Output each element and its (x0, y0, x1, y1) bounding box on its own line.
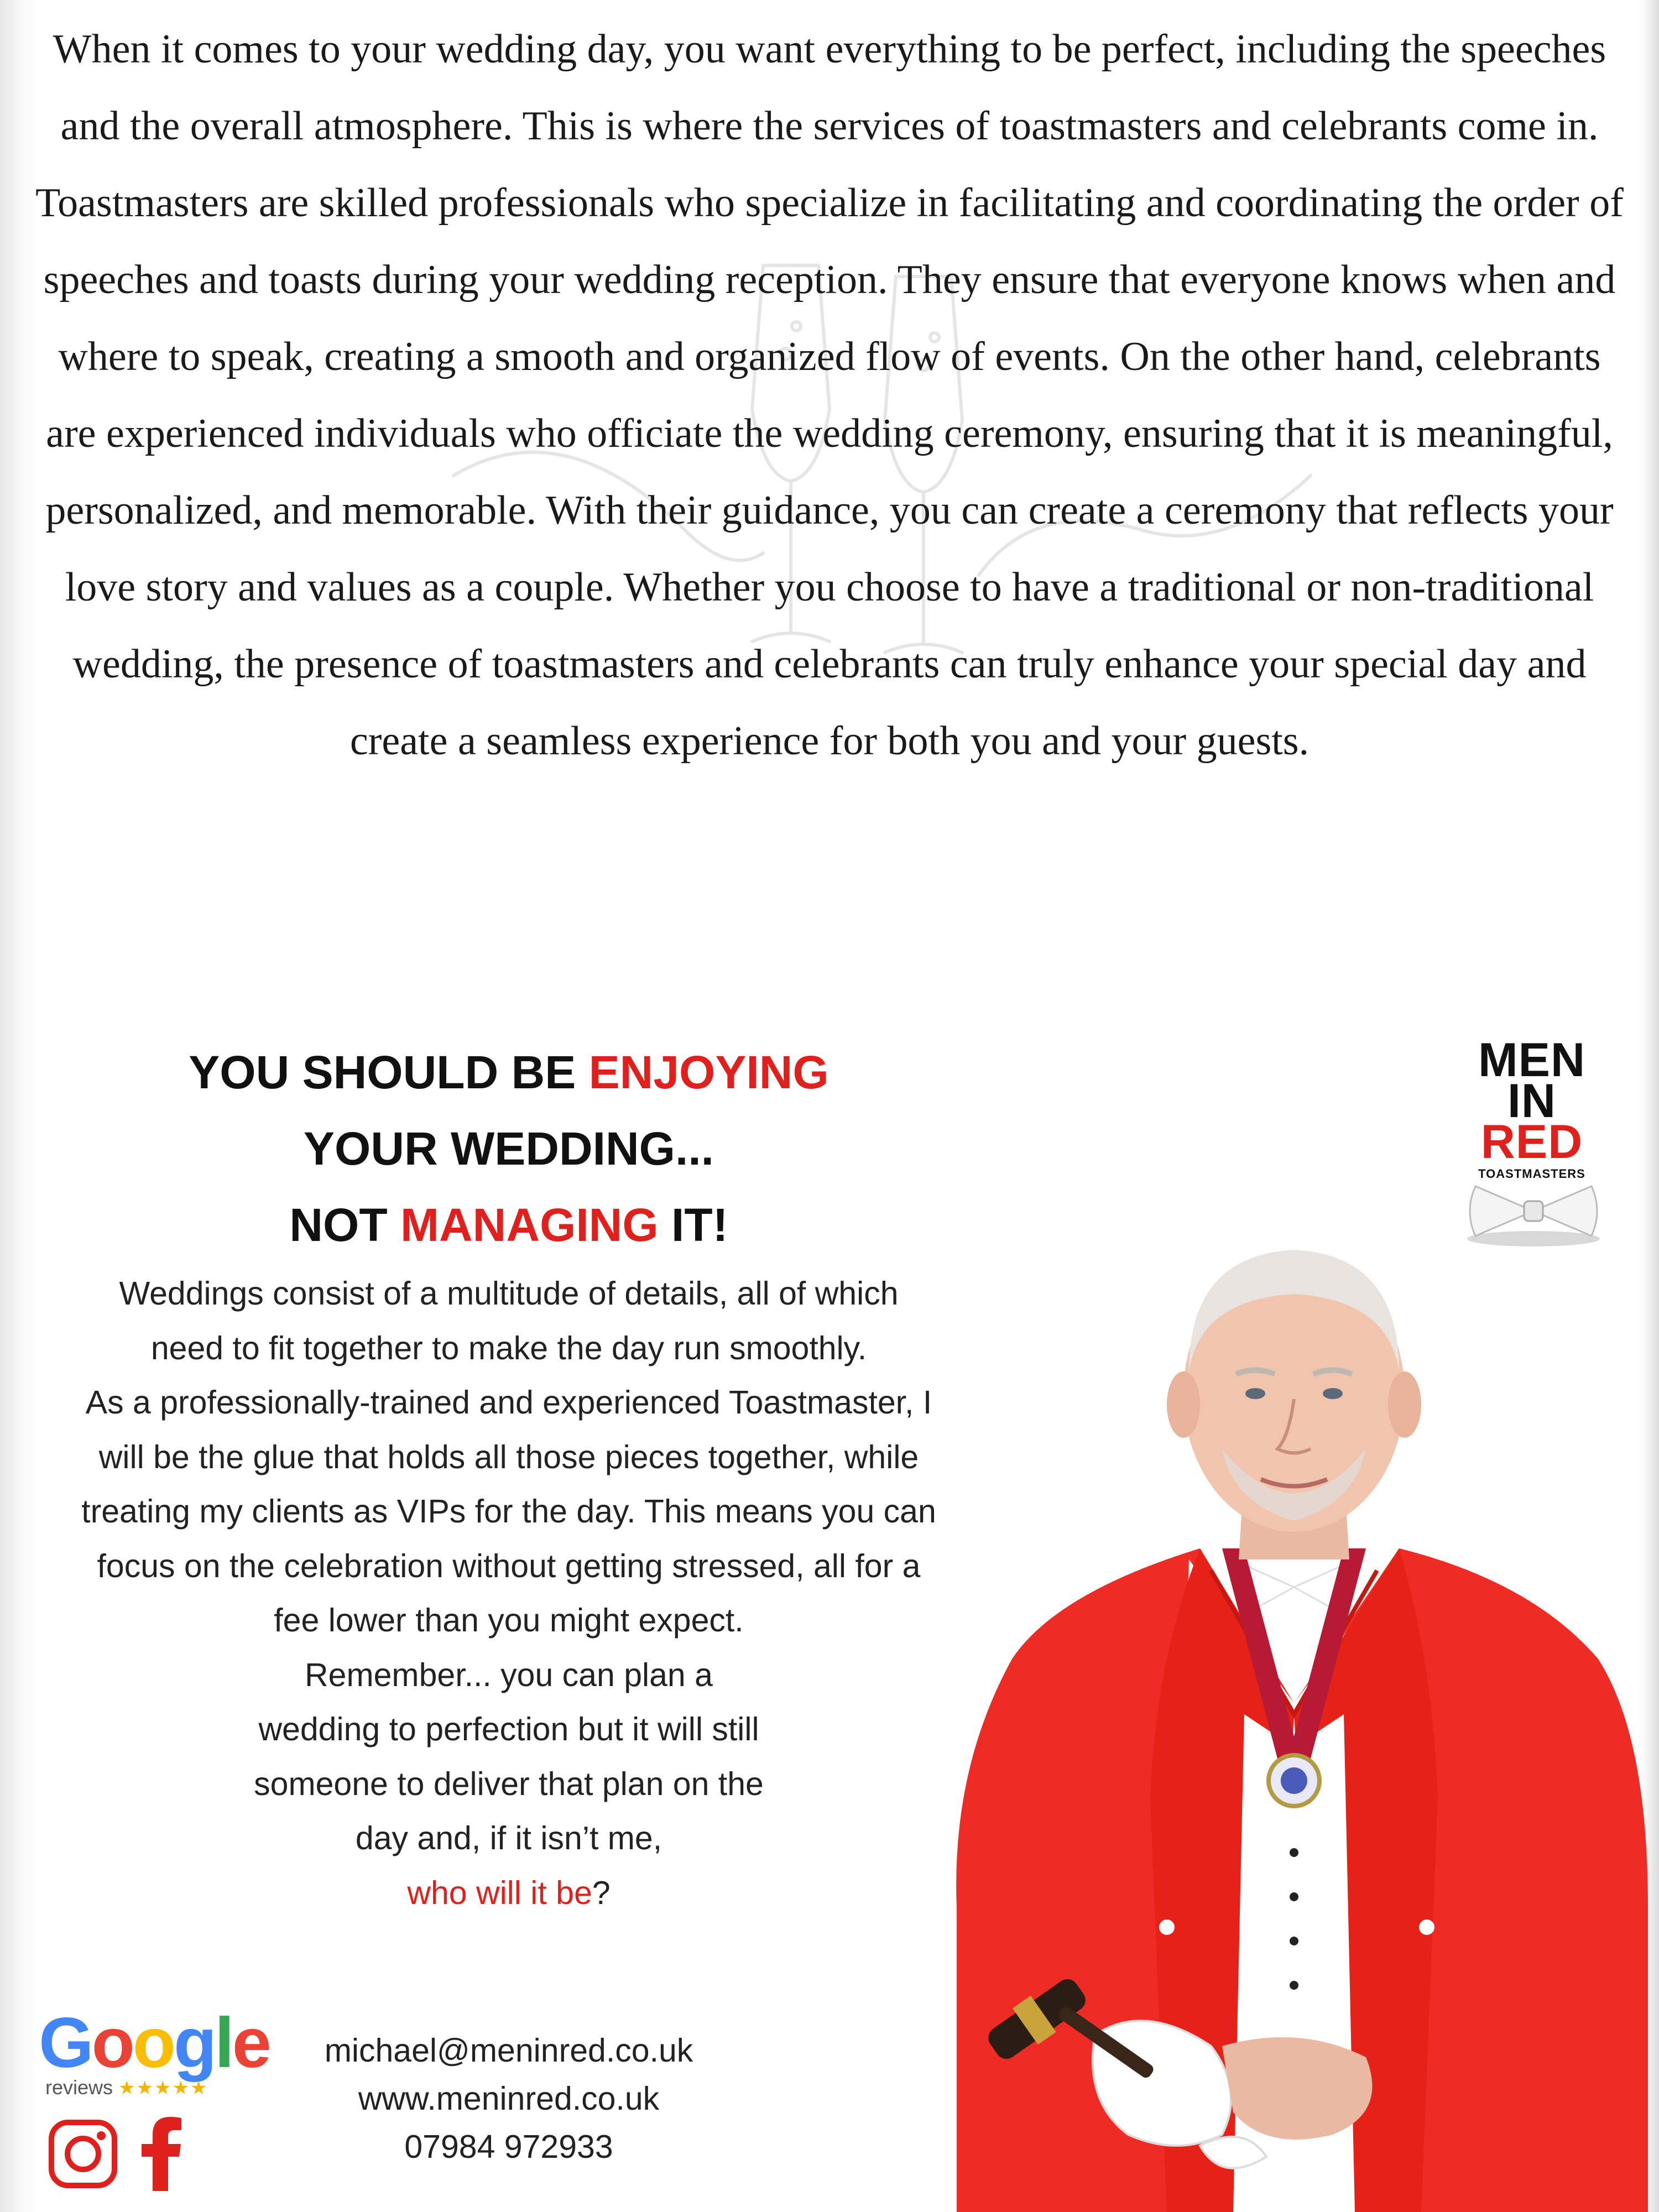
headline-line-2: YOUR WEDDING... (303, 1123, 714, 1175)
headline (83, 1034, 935, 1263)
contact-website[interactable]: www.meninred.co.uk (358, 2080, 660, 2117)
contact-info (265, 2027, 752, 2171)
headline-managing: MANAGING (400, 1199, 659, 1251)
google-wordmark: Google (39, 2004, 269, 2083)
contact-phone[interactable]: 07984 972933 (404, 2128, 613, 2165)
body-paragraph-1: Weddings consist of a multitude of details, all of which need to fit together to make the day run smoothly. (119, 1275, 899, 1366)
callout (72, 1866, 946, 1921)
logo-men: MEN (1478, 1034, 1586, 1087)
reviews-text: reviews (45, 2076, 113, 2099)
headline-line-3 (83, 1187, 935, 1263)
headline-line-1 (83, 1034, 935, 1110)
rating-stars: ★★★★★ (118, 2078, 208, 2099)
contact-email[interactable]: michael@meninred.co.uk (324, 2032, 693, 2069)
logo-subtitle: TOASTMASTERS (1478, 1167, 1585, 1181)
body-paragraph-3-line-4: day and, if it isn’t me, (355, 1820, 662, 1856)
body-paragraph-3-line-3: someone to deliver that plan on the (254, 1765, 764, 1802)
body-paragraph-2: As a professionally-trained and experienced Toastmaster, I will be the glue that holds all those pieces together, while treating my clients as VIPs for the day. This means you can focus on the celebration without getting stressed, all for a fee lower than you might expect. (81, 1384, 936, 1639)
instagram-icon[interactable] (47, 2118, 119, 2190)
callout-red-text: who will it be (407, 1874, 592, 1911)
intro-text (33, 0, 1626, 780)
toastmaster-photo (912, 1161, 1659, 2212)
intro-paragraph-1: When it comes to your wedding day, you want everything to be perfect, including the speeches and the overall atmosphere. This is where the services of toastmasters and celebrants come in. (53, 27, 1606, 149)
body-paragraph-3-line-2: wedding to perfection but it will still (258, 1711, 759, 1747)
google-reviews-badge[interactable] (39, 2004, 271, 2101)
logo-in: IN (1507, 1074, 1556, 1128)
headline-line-3-prefix: NOT (289, 1199, 401, 1251)
body-copy (72, 1266, 946, 1920)
intro-paragraph-2: Toastmasters are skilled professionals who specialize in facilitating and coordinating the order of speeches and toasts during your wedding reception. They ensure that everyone knows when and where to speak, creating a smooth and organized flow of events. On the other hand, celebrants are experienced individuals who officiate the wedding ceremony, ensuring that it is meaningful, personalized, and memorable. With their guidance, you can create a ceremony that reflects your love story and values as a couple. Whether you choose to have a traditional or non-traditional wedding, the presence of toastmasters and celebrants can truly enhance your special day and create a seamless experience for both you and your guests. (35, 180, 1624, 764)
facebook-icon[interactable] (139, 2114, 184, 2191)
headline-line-3-suffix: IT! (658, 1199, 728, 1251)
logo-red: RED (1480, 1115, 1583, 1168)
headline-line-1-text: YOU SHOULD BE (189, 1046, 589, 1098)
callout-question-mark: ? (592, 1874, 611, 1911)
headline-enjoying: ENJOYING (588, 1046, 829, 1098)
body-paragraph-3-line-1: Remember... you can plan a (305, 1656, 713, 1693)
